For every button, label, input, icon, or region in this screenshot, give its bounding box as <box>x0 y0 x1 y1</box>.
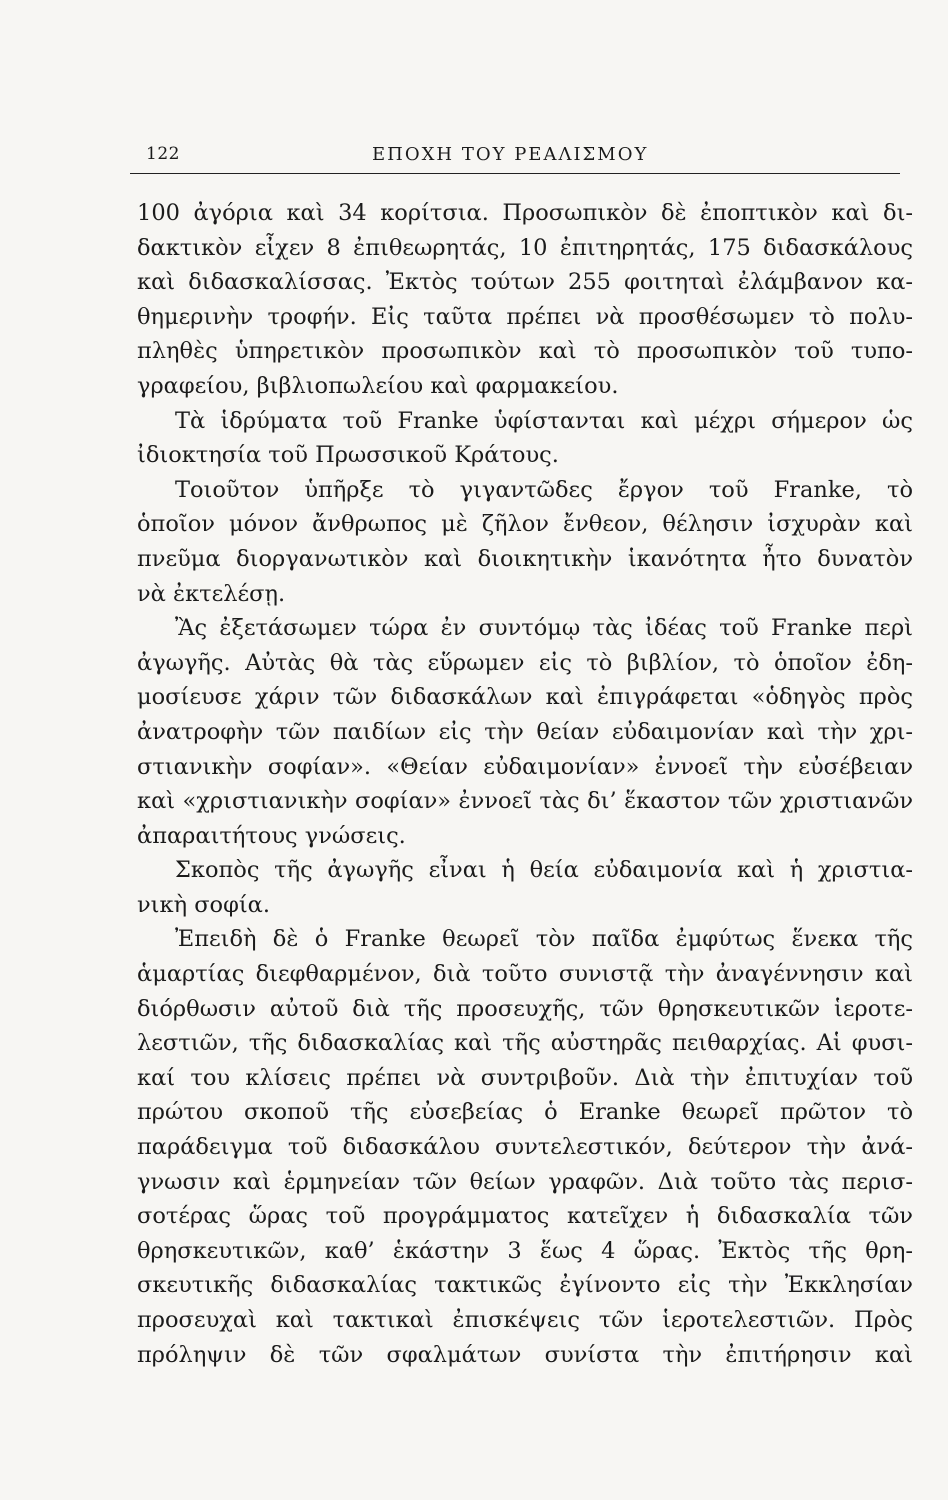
text-line: γνωσιν καὶ ἑρμηνείαν τῶν θείων γραφῶν. Διὰ τοῦτο τὰς περισ- <box>137 1168 913 1195</box>
text-line: στιανικὴν σοφίαν». «Θείαν εὐδαιμονίαν» ἐννοεῖ τὴν εὐσέβειαν <box>137 753 913 780</box>
text-line: θρησκευτικῶν, καθ’ ἑκάστην 3 ἕως 4 ὥρας. Ἐκτὸς τῆς θρη- <box>137 1237 913 1264</box>
text-line: Σκοπὸς τῆς ἀγωγῆς εἶναι ἡ θεία εὐδαιμονία καὶ ἡ χριστια- <box>175 857 913 884</box>
text-line: ἀνατροφὴν τῶν παιδίων εἰς τὴν θείαν εὐδαιμονίαν καὶ τὴν χρι- <box>137 718 913 745</box>
header-rule <box>130 173 900 174</box>
text-line: καὶ διδασκαλίσσας. Ἐκτὸς τούτων 255 φοιτηταὶ ἐλάμβανον κα- <box>137 269 913 296</box>
text-line: λεστιῶν, τῆς διδασκαλίας καὶ τῆς αὐστηρᾶς πειθαρχίας. Αἱ φυσι- <box>137 1030 913 1057</box>
text-line: ἀπαραιτήτους γνώσεις. <box>137 822 406 849</box>
text-line: σοτέρας ὥρας τοῦ προγράμματος κατεῖχεν ἡ διδασκαλία τῶν <box>137 1203 913 1230</box>
text-line: Τὰ ἱδρύματα τοῦ Franke ὑφίστανται καὶ μέχρι σήμερον ὡς <box>175 407 913 434</box>
text-line: διόρθωσιν αὐτοῦ διὰ τῆς προσευχῆς, τῶν θρησκευτικῶν ἱεροτε- <box>137 995 913 1022</box>
text-line: Ἂς ἐξετάσωμεν τώρα ἐν συντόμῳ τὰς ἰδέας τοῦ Franke περὶ <box>175 615 913 642</box>
text-line: πληθὲς ὑπηρετικὸν προσωπικὸν καὶ τὸ προσωπικὸν τοῦ τυπο- <box>137 338 913 365</box>
text-line: γραφείου, βιβλιοπωλείου καὶ φαρμακείου. <box>137 372 619 399</box>
text-line: μοσίευσε χάριν τῶν διδασκάλων καὶ ἐπιγράφεται «ὁδηγὸς πρὸς <box>137 684 913 711</box>
text-line: ὁποῖον μόνον ἄνθρωπος μὲ ζῆλον ἔνθεον, θέλησιν ἰσχυρὰν καὶ <box>137 511 913 538</box>
body-text <box>137 196 913 1372</box>
text-line: νικὴ σοφία. <box>137 891 271 918</box>
text-line: Ἐπειδὴ δὲ ὁ Franke θεωρεῖ τὸν παῖδα ἐμφύτως ἕνεκα τῆς <box>175 926 913 953</box>
text-line: πρώτου σκοποῦ τῆς εὐσεβείας ὁ Eranke θεωρεῖ πρῶτον τὸ <box>137 1099 913 1126</box>
page-header <box>130 140 900 176</box>
text-line: θημερινὴν τροφήν. Εἰς ταῦτα πρέπει νὰ προσθέσωμεν τὸ πολυ- <box>137 303 913 330</box>
page-number: 122 <box>146 144 180 164</box>
text-line: καὶ «χριστιανικὴν σοφίαν» ἐννοεῖ τὰς δι’ ἕκαστον τῶν χριστιανῶν <box>137 788 913 815</box>
text-line: ἁμαρτίας διεφθαρμένον, διὰ τοῦτο συνιστᾷ τὴν ἀναγέννησιν καὶ <box>137 961 913 988</box>
text-line: δακτικὸν εἶχεν 8 ἐπιθεωρητάς, 10 ἐπιτηρητάς, 175 διδασκάλους <box>137 234 913 261</box>
text-line: πνεῦμα διοργανωτικὸν καὶ διοικητικὴν ἱκανότητα ἦτο δυνατὸν <box>137 545 913 572</box>
text-line: ἰδιοκτησία τοῦ Πρωσσικοῦ Κράτους. <box>137 442 559 469</box>
running-head: ΕΠΟΧΗ ΤΟΥ ΡΕΑΛΙΣΜΟΥ <box>372 144 649 165</box>
text-line: 100 ἀγόρια καὶ 34 κορίτσια. Προσωπικὸν δὲ ἐποπτικὸν καὶ δι- <box>137 200 913 226</box>
text-line: ἀγωγῆς. Αὐτὰς θὰ τὰς εὕρωμεν εἰς τὸ βιβλίον, τὸ ὁποῖον ἐδη- <box>137 649 913 676</box>
text-line: καί του κλίσεις πρέπει νὰ συντριβοῦν. Διὰ τὴν ἐπιτυχίαν τοῦ <box>137 1064 913 1091</box>
text-line: νὰ ἐκτελέσῃ. <box>137 580 286 607</box>
text-line: πρόληψιν δὲ τῶν σφαλμάτων συνίστα τὴν ἐπιτήρησιν καὶ <box>137 1341 913 1368</box>
text-line: παράδειγμα τοῦ διδασκάλου συντελεστικόν, δεύτερον τὴν ἀνά- <box>137 1134 913 1161</box>
text-line: Τοιοῦτον ὑπῆρξε τὸ γιγαντῶδες ἔργον τοῦ Franke, τὸ <box>175 476 913 503</box>
text-line: προσευχαὶ καὶ τακτικαὶ ἐπισκέψεις τῶν ἱεροτελεστιῶν. Πρὸς <box>137 1307 913 1333</box>
text-line: σκευτικῆς διδασκαλίας τακτικῶς ἐγίνοντο εἰς τὴν Ἐκκλησίαν <box>137 1272 913 1299</box>
